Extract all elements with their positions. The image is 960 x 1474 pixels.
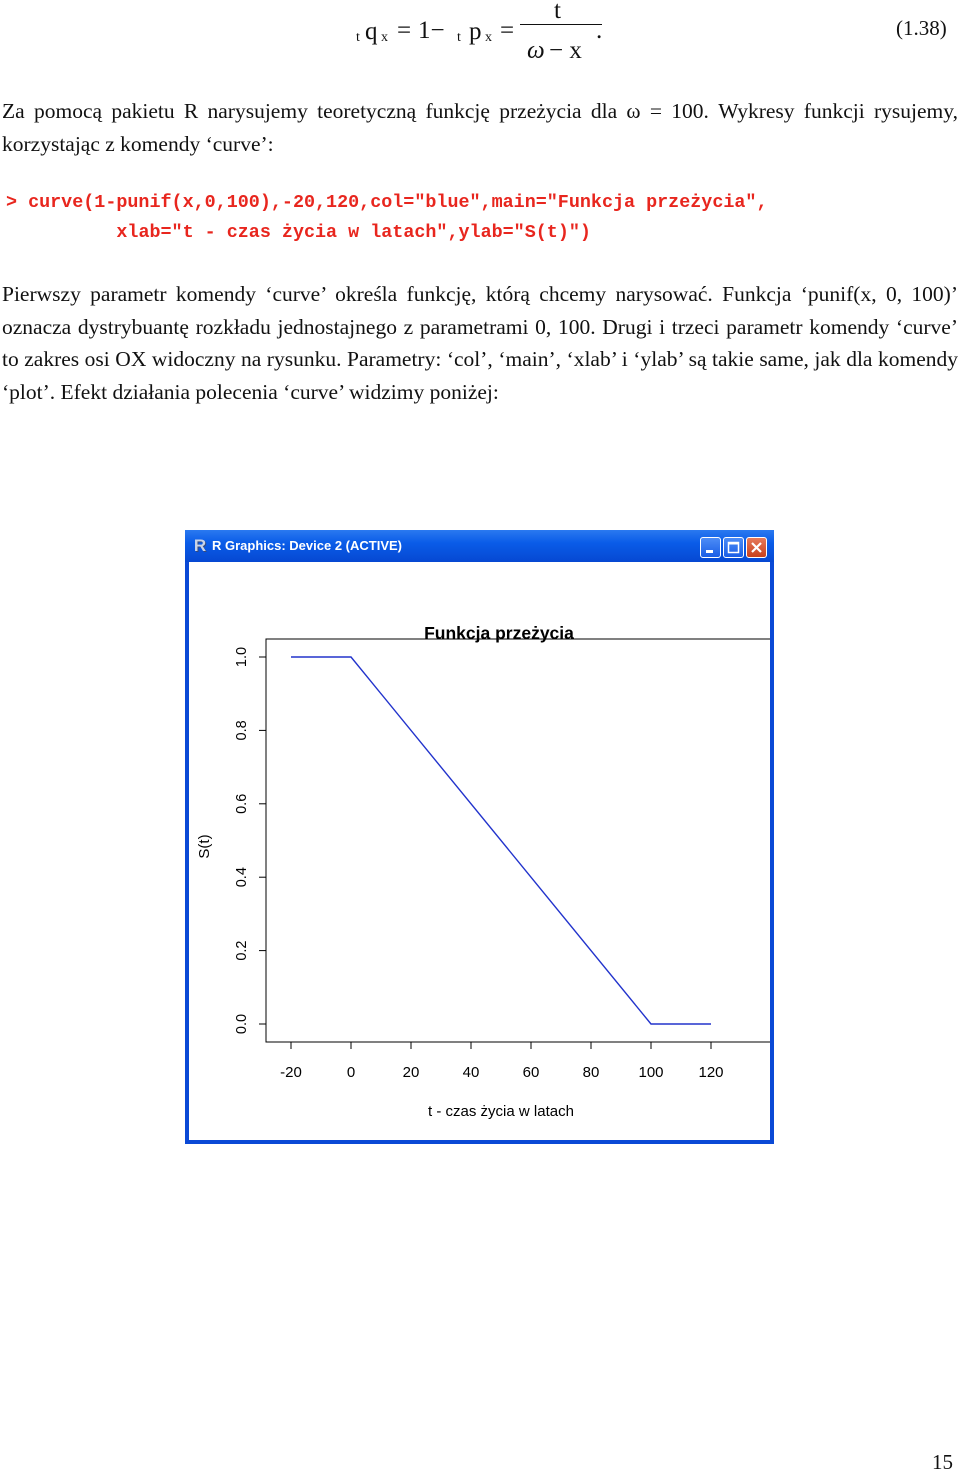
- r-logo-icon: R: [193, 536, 207, 555]
- eq-equals-1: =: [397, 17, 412, 44]
- equation-1-38: [0, 0, 960, 70]
- series-layer: [291, 657, 711, 1024]
- equation-number: (1.38): [896, 16, 947, 40]
- code-line-2: [6, 224, 591, 242]
- y-tick-label: 1.0: [234, 646, 250, 668]
- maximize-button[interactable]: [723, 537, 744, 558]
- y-tick-label: 0.6: [234, 793, 250, 814]
- y-tick-label: 0.2: [234, 940, 250, 961]
- code-line-2-text: xlab="t - czas życia w latach",ylab="S(t)"): [116, 222, 591, 243]
- window-title: R Graphics: Device 2 (ACTIVE): [212, 538, 402, 553]
- paragraph-intro: Za pomocą pakietu R narysujemy teoretyczną funkcję przeżycia dla ω = 100. Wykresy funkcji rysujemy, korzystając z komendy ‘curve’:: [2, 99, 958, 156]
- eq-omega: ω: [527, 37, 545, 64]
- y-tick-label: 0.0: [234, 1013, 250, 1035]
- x-axis: [280, 1042, 723, 1081]
- fraction-bar: [520, 24, 602, 25]
- x-tick-label: -20: [280, 1064, 302, 1081]
- code-line-1: > curve(1-punif(x,0,100),-20,120,col="blue",main="Funkcja przeżycia",: [6, 192, 768, 213]
- eq-q: q: [365, 18, 378, 45]
- eq-sub-x2: x: [485, 30, 492, 45]
- x-tick-label: 60: [522, 1064, 540, 1081]
- x-tick-label: 100: [638, 1064, 664, 1081]
- y-axis-label: S(t): [196, 834, 213, 859]
- plot-title: Funkcja przeżycia: [424, 623, 574, 643]
- close-icon: [747, 538, 766, 557]
- eq-prefix-t2: t: [457, 30, 461, 45]
- survival-curve-line: [291, 657, 711, 1024]
- maximize-icon: [724, 538, 743, 557]
- y-tick-label: 0.4: [234, 867, 250, 888]
- x-tick-label: 20: [402, 1064, 420, 1081]
- y-axis: [234, 647, 266, 1034]
- r-graphics-window[interactable]: [185, 530, 774, 1144]
- x-tick-label: 40: [462, 1064, 480, 1081]
- page-number: 15: [932, 1450, 953, 1474]
- x-tick-label: 80: [582, 1064, 600, 1081]
- eq-prefix-t: t: [356, 30, 360, 45]
- eq-minus-x: − x: [549, 37, 582, 64]
- x-tick-label: 0: [346, 1064, 356, 1081]
- close-button[interactable]: [746, 537, 767, 558]
- plot-frame: [266, 639, 770, 1042]
- paragraph-explanation: Pierwszy parametr komendy ‘curve’ określa funkcję, którą chcemy narysować. Funkcja ‘punif(x, 0, 100)’ oznacza dystrybuantę rozkładu jednostajnego z parametrami 0, 100. Drugi i trzeci parametr komendy ‘curve’ to zakres osi OX widoczny na rysunku. Parametry: ‘col’, ‘main’, ‘xlab’ i ‘ylab’ są takie same, jak dla komendy ‘plot’. Efekt działania polecenia ‘curve’ widzimy poniżej:: [2, 282, 958, 404]
- window-titlebar[interactable]: [185, 530, 774, 562]
- x-tick-label: 120: [698, 1064, 724, 1081]
- eq-period: .: [596, 17, 603, 44]
- plot-canvas: [189, 562, 770, 1140]
- eq-one-minus: 1−: [418, 17, 445, 44]
- eq-equals-2: =: [500, 17, 515, 44]
- y-tick-label: 0.8: [234, 720, 250, 741]
- eq-p: p: [469, 18, 482, 45]
- x-axis-label: t - czas życia w latach: [428, 1103, 574, 1120]
- minimize-icon: [701, 538, 720, 557]
- eq-numerator: t: [554, 0, 561, 24]
- survival-plot: [189, 562, 770, 1140]
- eq-sub-x: x: [381, 30, 388, 45]
- minimize-button[interactable]: [700, 537, 721, 558]
